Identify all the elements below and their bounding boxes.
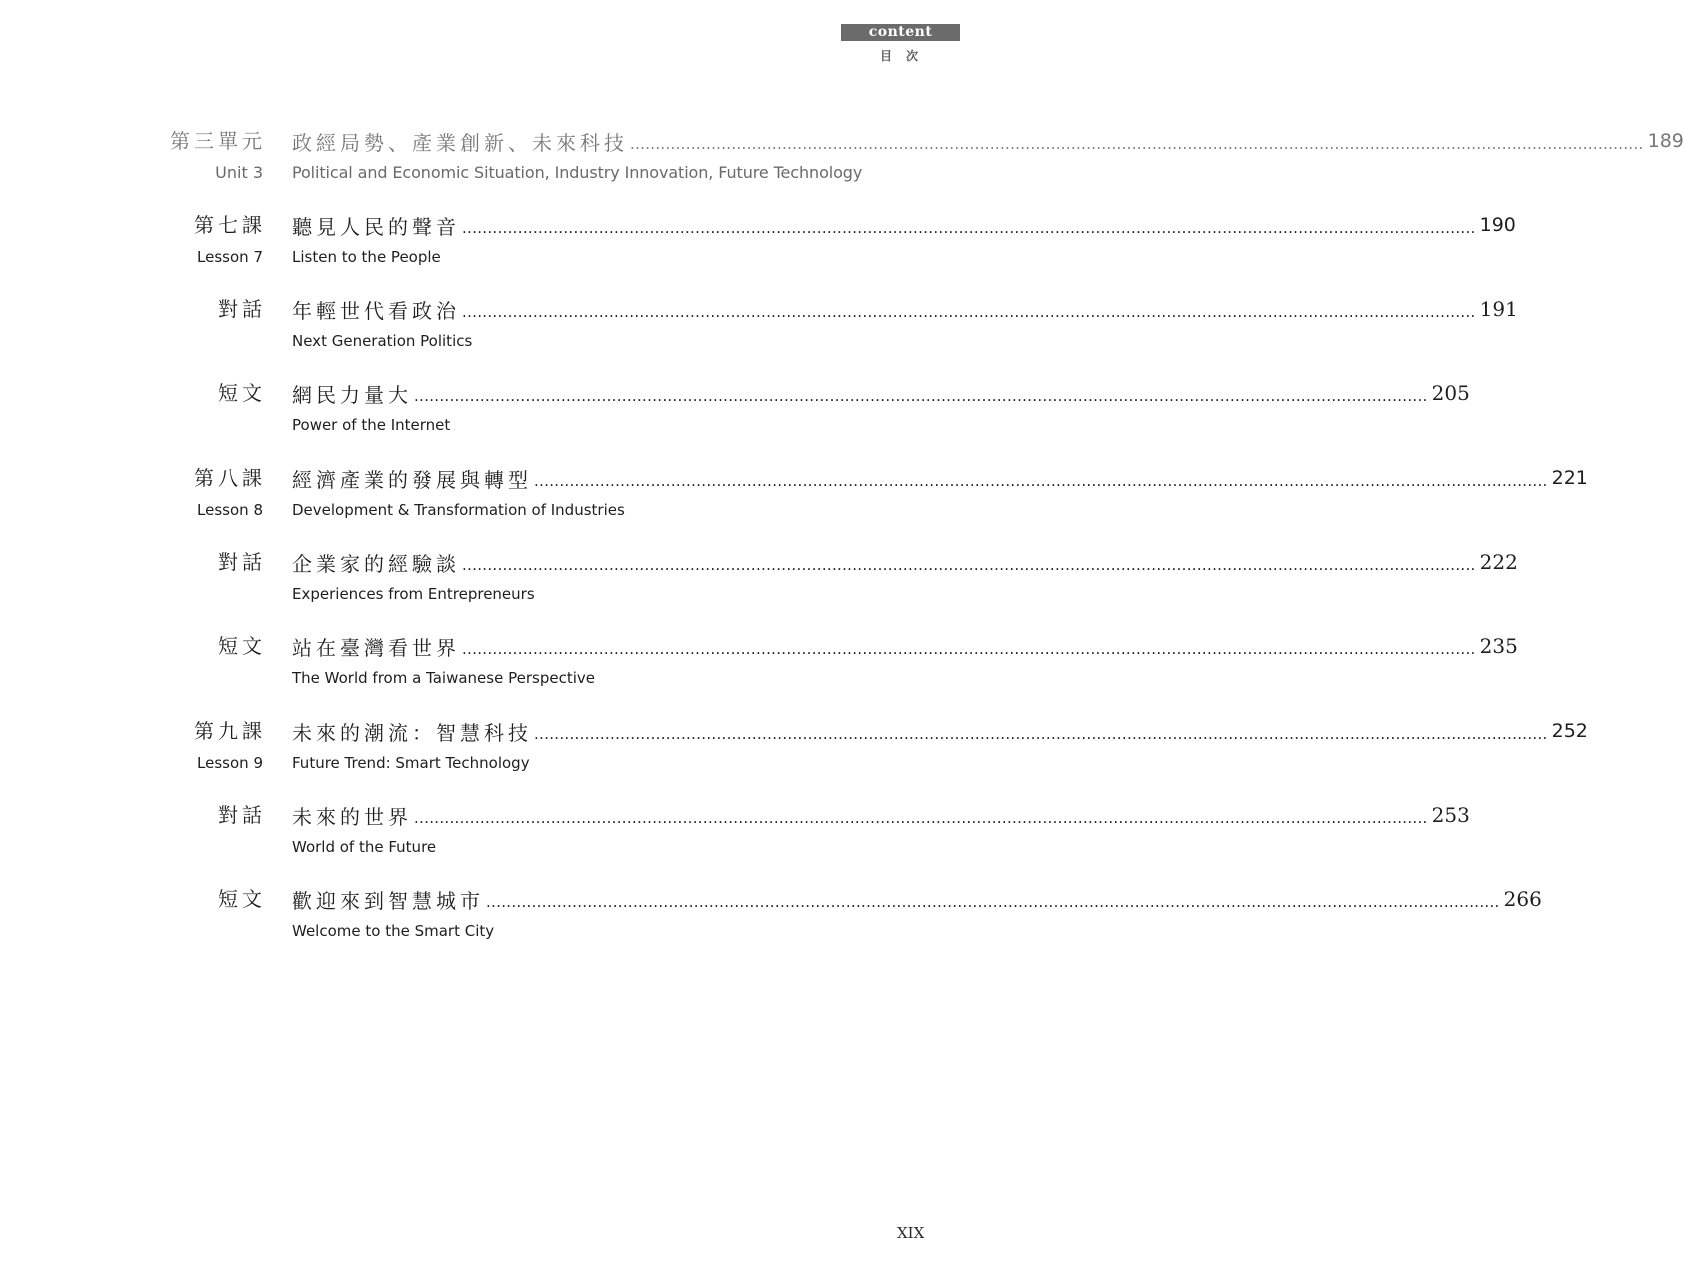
toc-zh-label: 短文 — [218, 634, 266, 658]
toc-page-number: 189 — [1647, 130, 1684, 152]
dot-leader: ........................................................................................................................................................................................................ — [462, 303, 1476, 321]
dot-leader: ........................................................................................................................................................................................................ — [630, 135, 1644, 153]
toc-en-label: Lesson 7 — [197, 248, 263, 266]
dot-leader: ........................................................................................................................................................................................................ — [414, 387, 1428, 405]
toc-en-label: Lesson 8 — [197, 501, 263, 519]
toc-entry-reading-9[interactable] — [0, 882, 1542, 954]
toc-zh-title: 聽見人民的聲音 — [292, 214, 460, 239]
toc-zh-title: 經濟產業的發展與轉型 — [292, 467, 532, 492]
toc-zh-line — [292, 376, 1470, 410]
toc-page-number: 190 — [1479, 214, 1516, 236]
toc-zh-label: 第九課 — [194, 719, 266, 743]
dot-leader: ........................................................................................................................................................................................................ — [534, 725, 1548, 743]
toc-en-label: Unit 3 — [215, 163, 263, 182]
toc-en-title: World of the Future — [292, 838, 437, 856]
toc-zh-title: 企業家的經驗談 — [292, 551, 460, 576]
toc-zh-line — [292, 292, 1518, 326]
toc-en-label: Lesson 9 — [197, 754, 263, 772]
toc-entry-dialogue-7[interactable] — [0, 292, 1518, 364]
toc-zh-title: 年輕世代看政治 — [292, 298, 460, 323]
toc-page-number: 205 — [1431, 381, 1470, 405]
toc-zh-label: 第七課 — [194, 213, 266, 237]
toc-zh-line — [292, 882, 1542, 916]
toc-zh-label: 第三單元 — [170, 129, 266, 153]
toc-entry-unit-3[interactable] — [0, 124, 1684, 196]
dot-leader: ........................................................................................................................................................................................................ — [534, 472, 1548, 490]
toc-page-number: 222 — [1479, 550, 1518, 574]
toc-page-number: 252 — [1551, 720, 1588, 742]
toc-en-title: Future Trend: Smart Technology — [292, 754, 530, 772]
toc-zh-title: 站在臺灣看世界 — [292, 635, 460, 660]
toc-zh-line — [292, 545, 1518, 579]
toc-zh-label: 對話 — [218, 297, 266, 321]
toc-en-title: The World from a Taiwanese Perspective — [292, 669, 595, 687]
toc-en-title: Next Generation Politics — [292, 332, 473, 350]
toc-zh-title: 歡迎來到智慧城市 — [292, 888, 484, 913]
header-content-tag: content — [841, 24, 960, 41]
toc-en-title: Experiences from Entrepreneurs — [292, 585, 535, 603]
toc-en-title: Political and Economic Situation, Industry Innovation, Future Technology — [292, 163, 863, 182]
toc-zh-label: 短文 — [218, 887, 266, 911]
toc-zh-title: 政經局勢、產業創新、未來科技 — [292, 130, 628, 155]
toc-entry-dialogue-9[interactable] — [0, 798, 1470, 870]
toc-zh-line — [292, 798, 1470, 832]
toc-zh-title: 未來的世界 — [292, 804, 412, 829]
dot-leader: ........................................................................................................................................................................................................ — [486, 893, 1500, 911]
toc-zh-line — [292, 714, 1588, 748]
toc-zh-label: 對話 — [218, 803, 266, 827]
toc-en-title: Power of the Internet — [292, 416, 451, 434]
toc-page-number: 266 — [1503, 887, 1542, 911]
toc-zh-title: 網民力量大 — [292, 382, 412, 407]
toc-entry-lesson-8[interactable] — [0, 461, 1588, 533]
toc-zh-label: 第八課 — [194, 466, 266, 490]
toc-page-number: 191 — [1479, 297, 1518, 321]
dot-leader: ........................................................................................................................................................................................................ — [462, 640, 1476, 658]
toc-zh-label: 對話 — [218, 550, 266, 574]
toc-en-title: Development & Transformation of Industries — [292, 501, 625, 519]
toc-entry-dialogue-8[interactable] — [0, 545, 1518, 617]
page-number: XIX — [897, 1224, 925, 1242]
dot-leader: ........................................................................................................................................................................................................ — [462, 219, 1476, 237]
toc-entry-reading-8[interactable] — [0, 629, 1518, 701]
dot-leader: ........................................................................................................................................................................................................ — [414, 809, 1428, 827]
dot-leader: ........................................................................................................................................................................................................ — [462, 556, 1476, 574]
header-contents-subtitle: 目次 — [880, 49, 933, 63]
toc-zh-line — [292, 208, 1516, 242]
toc-entry-lesson-7[interactable] — [0, 208, 1516, 280]
toc-entry-reading-7[interactable] — [0, 376, 1470, 448]
toc-zh-label: 短文 — [218, 381, 266, 405]
toc-en-title: Welcome to the Smart City — [292, 922, 495, 940]
toc-page-number: 235 — [1479, 634, 1518, 658]
toc-zh-line — [292, 461, 1588, 495]
toc-zh-line — [292, 629, 1518, 663]
toc-page-number: 221 — [1551, 467, 1588, 489]
toc-zh-title: 未來的潮流：智慧科技 — [292, 720, 532, 745]
toc-zh-line — [292, 124, 1684, 158]
toc-entry-lesson-9[interactable] — [0, 714, 1588, 786]
toc-en-title: Listen to the People — [292, 248, 441, 266]
toc-page-number: 253 — [1431, 803, 1470, 827]
